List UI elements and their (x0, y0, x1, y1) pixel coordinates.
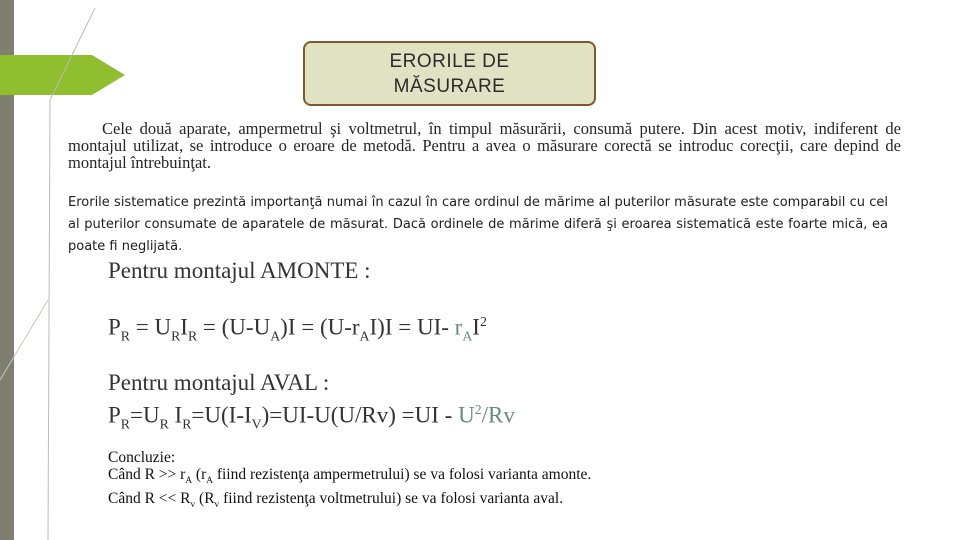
formula-subscript: R (120, 328, 130, 344)
formula-subscript: V (251, 416, 262, 432)
decor-line-2 (48, 100, 50, 540)
conclusion-text: Când R >> r (108, 466, 186, 483)
title-line-2: MĂSURARE (393, 75, 506, 97)
formula-subscript: R (171, 328, 181, 344)
title-box (303, 41, 596, 106)
formula-superscript: 2 (479, 314, 487, 329)
formula-subscript: R (159, 416, 169, 432)
conclusion-subscript: v (190, 500, 196, 511)
formula-subscript: A (270, 328, 281, 344)
conclusion-text: Când R << R (108, 490, 191, 508)
conclusion-subscript: A (185, 476, 193, 487)
conclusion-line-aval (108, 490, 591, 514)
formula-term: = (U-U (197, 314, 271, 340)
conclusion-line-amonte (108, 466, 591, 490)
formula-subscript: R (187, 328, 198, 344)
formula-term-accent: U (458, 402, 475, 428)
formula-subscript-accent: A (462, 328, 473, 344)
formula-term: = U (130, 314, 172, 340)
formula-term-accent: r (454, 314, 463, 340)
formula-term-accent: /Rv (481, 402, 515, 428)
amonte-formula (108, 314, 487, 344)
paragraph-intro (68, 120, 901, 171)
formula-subscript: A (359, 328, 370, 344)
formula-term: )I = (U-r (280, 314, 360, 340)
title-line-1: ERORILE DE (389, 50, 510, 72)
conclusion-text: (r (192, 466, 207, 483)
formula-term: I)I = UI- (369, 314, 455, 340)
formula-term: P (108, 402, 121, 428)
formula-term: I (472, 314, 480, 340)
conclusion-subscript: A (206, 476, 213, 487)
amonte-heading: Pentru montajul AMONTE : (108, 258, 371, 283)
formula-term: =U(I-I (191, 402, 252, 428)
formula-superscript-accent: 2 (474, 402, 482, 417)
formula-subscript: R (182, 416, 192, 432)
formula-term: I (180, 314, 188, 340)
conclusion-text: fiind rezistenţa voltmetrului) se va folosi varianta aval. (219, 490, 564, 508)
paragraph-intro-text: Cele două aparate, ampermetrul şi voltmetrul, în timpul măsurării, consumă putere. Din acest motiv, indiferent de montajul utilizat, se introduce o eroare de metodă. Pentru a avea o măsurare corectă se introduc corecţii, care depind de montajul întrebuinţat. (68, 119, 901, 172)
formula-term: P (108, 314, 121, 340)
conclusion-heading: Concluzie: (108, 449, 176, 466)
formula-term: I (168, 402, 183, 428)
formula-term: =U (130, 402, 160, 428)
paragraph-systematic-errors: Erorile sistematice prezintă importanţă numai în cazul în care ordinul de mărime al puterilor măsurate este comparabil cu cel al puterilor consumate de aparatele de măsurat. Dacă ordinele de mărime diferă şi eroarea sistematică este foarte mică, ea poate fi neglijată. (68, 195, 888, 254)
conclusion-subscript: v (214, 500, 220, 511)
formula-subscript: R (120, 416, 130, 432)
formula-term: )=UI-U(U/Rv) =UI - (261, 402, 459, 428)
conclusion-block (108, 449, 591, 514)
conclusion-text: fiind rezistenţa ampermetrului) se va folosi varianta amonte. (212, 466, 592, 483)
aval-formula (108, 402, 515, 432)
aval-heading: Pentru montajul AVAL : (108, 370, 330, 395)
conclusion-text: (R (195, 490, 215, 508)
